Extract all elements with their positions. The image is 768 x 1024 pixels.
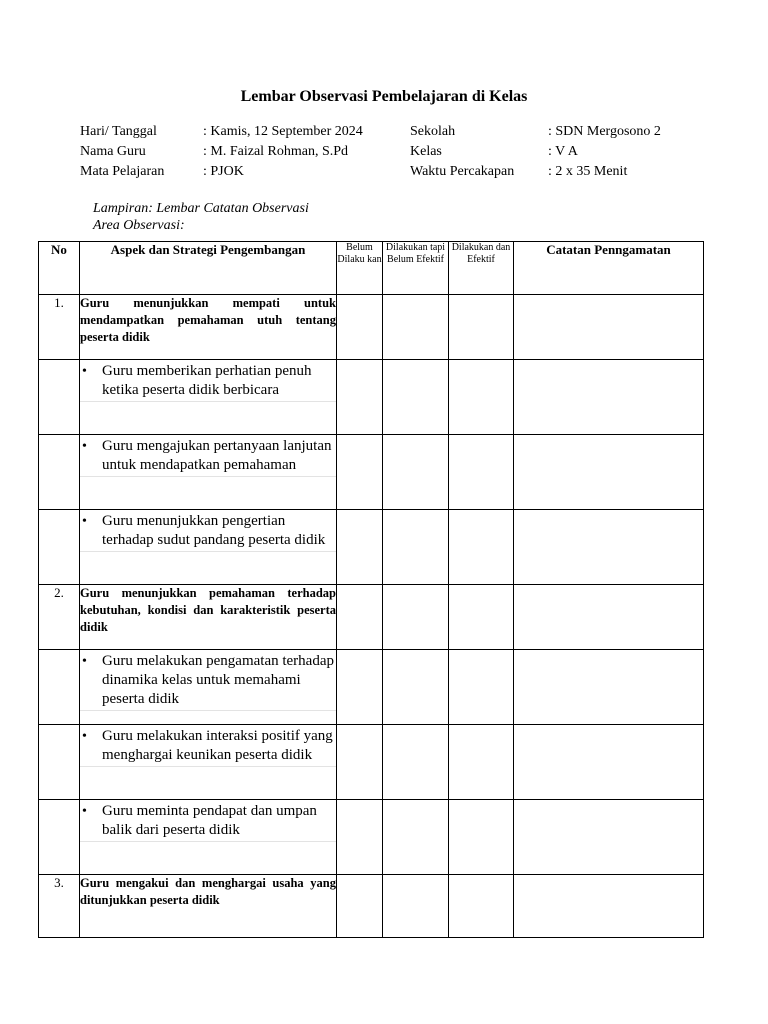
cell-efektif[interactable] [449,435,514,510]
cell-belum[interactable] [337,295,383,360]
cell-belum[interactable] [337,585,383,650]
cell-tapi-belum[interactable] [383,800,449,875]
sub-item-text: Guru melakukan interaksi positif yang menghargai keunikan peserta didik [102,728,333,763]
cell-efektif[interactable] [449,800,514,875]
document-title: Lembar Observasi Pembelajaran di Kelas [240,88,528,105]
group-title: Guru mengakui dan menghargai usaha yang ditunjukkan peserta didik [80,875,337,938]
sub-item-cell [80,725,337,800]
cell-belum[interactable] [337,435,383,510]
cell-belum[interactable] [337,875,383,938]
cell-catatan[interactable] [514,295,704,360]
info-left-labels [80,122,164,182]
hari-value: : Kamis, 12 September 2024 [203,124,363,139]
bullet-icon: • [82,804,87,819]
cell-belum[interactable] [337,650,383,725]
sub-item [80,725,336,767]
cell-no-empty [39,435,80,510]
header-efektif: Dilakukan dan Efektif [449,242,514,295]
cell-no-empty [39,360,80,435]
sub-item-cell [80,510,337,585]
cell-efektif[interactable] [449,875,514,938]
sekolah-value: : SDN Mergosono 2 [548,124,661,139]
cell-tapi-belum[interactable] [383,650,449,725]
table-header-row [39,242,704,295]
sekolah-label: Sekolah [410,124,456,139]
cell-tapi-belum[interactable] [383,295,449,360]
cell-tapi-belum[interactable] [383,510,449,585]
sub-item-text: Guru melakukan pengamatan terhadap dinamika kelas untuk memahami peserta didik [102,653,334,707]
sub-item [80,800,336,842]
sub-item-cell [80,435,337,510]
sub-item [80,510,336,552]
cell-catatan[interactable] [514,435,704,510]
cell-no-empty [39,650,80,725]
cell-tapi-belum[interactable] [383,435,449,510]
table-row-group-1 [39,295,704,360]
table-row-item [39,435,704,510]
sub-item-cell [80,360,337,435]
cell-no-empty [39,510,80,585]
cell-catatan[interactable] [514,725,704,800]
sub-item-text: Guru meminta pendapat dan umpan balik dari peserta didik [102,803,317,838]
cell-tapi-belum[interactable] [383,725,449,800]
cell-belum[interactable] [337,510,383,585]
lampiran-line-2: Area Observasi: [93,218,185,233]
cell-no-empty [39,800,80,875]
group-title: Guru menunjukkan mempati untuk mendampatkan pemahaman utuh tentang peserta didik [80,295,337,360]
cell-belum[interactable] [337,725,383,800]
header-no: No [39,242,80,295]
cell-catatan[interactable] [514,875,704,938]
bullet-icon: • [82,729,87,744]
cell-catatan[interactable] [514,510,704,585]
bullet-icon: • [82,364,87,379]
guru-label: Nama Guru [80,144,146,159]
observation-table [38,241,704,938]
header-tapi-belum: Dilakukan tapi Belum Efektif [383,242,449,295]
sub-item [80,435,336,477]
cell-no-empty [39,725,80,800]
group-number: 3. [39,875,80,938]
group-number: 2. [39,585,80,650]
mapel-label: Mata Pelajaran [80,164,165,179]
kelas-label: Kelas [410,144,442,159]
header-aspek: Aspek dan Strategi Pengembangan [80,242,337,295]
sub-item-text: Guru menunjukkan pengertian terhadap sudut pandang peserta didik [102,513,326,548]
lampiran-line-1: Lampiran: Lembar Catatan Observasi [93,201,309,216]
cell-efektif[interactable] [449,510,514,585]
table-row-item [39,800,704,875]
cell-efektif[interactable] [449,360,514,435]
group-title: Guru menunjukkan pemahaman terhadap kebutuhan, kondisi dan karakteristik peserta didik [80,585,337,650]
header-belum: Belum Dilaku kan [337,242,383,295]
hari-label: Hari/ Tanggal [80,124,157,139]
kelas-value: : V A [548,144,578,159]
cell-tapi-belum[interactable] [383,585,449,650]
sub-item-cell [80,650,337,725]
table-row-item [39,360,704,435]
info-right-labels [410,122,514,182]
bullet-icon: • [82,514,87,529]
cell-catatan[interactable] [514,585,704,650]
table-row-group-3 [39,875,704,938]
cell-belum[interactable] [337,360,383,435]
cell-efektif[interactable] [449,650,514,725]
waktu-value: : 2 x 35 Menit [548,164,628,179]
group-number: 1. [39,295,80,360]
sub-item [80,360,336,402]
cell-belum[interactable] [337,800,383,875]
table-row-item [39,725,704,800]
cell-catatan[interactable] [514,800,704,875]
sub-item [80,650,336,711]
cell-efektif[interactable] [449,725,514,800]
sub-item-text: Guru memberikan perhatian penuh ketika peserta didik berbicara [102,363,312,398]
cell-efektif[interactable] [449,295,514,360]
waktu-label: Waktu Percakapan [410,164,515,179]
header-catatan: Catatan Penngamatan [514,242,704,295]
guru-value: : M. Faizal Rohman, S.Pd [203,144,349,159]
cell-catatan[interactable] [514,650,704,725]
table-row-item [39,510,704,585]
bullet-icon: • [82,654,87,669]
bullet-icon: • [82,439,87,454]
sub-item-cell [80,800,337,875]
cell-catatan[interactable] [514,360,704,435]
info-right-values [548,122,661,182]
lampiran-note [93,200,309,234]
table-row-group-2 [39,585,704,650]
cell-tapi-belum[interactable] [383,875,449,938]
info-left-values [203,122,363,182]
table-row-item [39,650,704,725]
sub-item-text: Guru mengajukan pertanyaan lanjutan untuk mendapatkan pemahaman [102,438,332,473]
cell-tapi-belum[interactable] [383,360,449,435]
cell-efektif[interactable] [449,585,514,650]
mapel-value: : PJOK [203,164,244,179]
